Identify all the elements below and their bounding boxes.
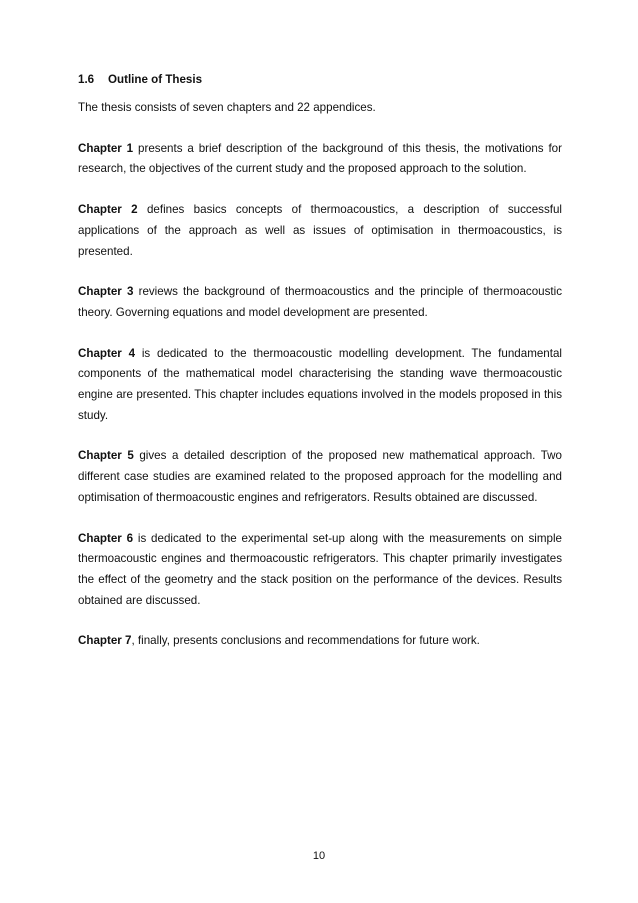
chapter-2-paragraph (78, 200, 562, 262)
chapter-description: presents a brief description of the background of this thesis, the motivations for research, the objectives of the current study and the proposed approach to the solution. (78, 141, 562, 176)
chapter-4-paragraph (78, 344, 562, 427)
chapter-label: Chapter 2 (78, 203, 138, 217)
chapter-label: Chapter 7 (78, 634, 132, 648)
intro-paragraph: The thesis consists of seven chapters and 22 appendices. (78, 101, 376, 114)
chapter-6-paragraph (78, 529, 562, 612)
chapter-description: defines basics concepts of thermoacoustics, a description of successful applications of the approach as well as issues of optimisation in thermoacoustics, is presented. (78, 203, 562, 258)
chapter-label: Chapter 5 (78, 449, 134, 463)
page-number: 10 (312, 850, 326, 862)
chapter-3-paragraph (78, 282, 562, 323)
chapter-description: is dedicated to the thermoacoustic modelling development. The fundamental components of the mathematical model characterising the standing wave thermoacoustic engine are presented. This chapter includes equations involved in the models proposed in this study. (78, 346, 562, 422)
section-heading (78, 73, 202, 86)
chapter-label: Chapter 3 (78, 285, 134, 299)
chapter-label: Chapter 6 (78, 531, 134, 545)
chapter-5-paragraph (78, 446, 562, 508)
chapter-7-paragraph (78, 631, 562, 652)
section-number: 1.6 (78, 73, 95, 86)
chapter-description: gives a detailed description of the proposed new mathematical approach. Two different case studies are examined related to the proposed approach for the modelling and optimisation of thermoacoustic engines and refrigerators. Results obtained are discussed. (78, 449, 562, 504)
chapter-description: is dedicated to the experimental set-up along with the measurements on simple thermoacoustic engines and thermoacoustic refrigerators. This chapter primarily investigates the effect of the geometry and the stack position on the performance of the devices. Results obtained are discussed. (78, 531, 562, 607)
chapter-label: Chapter 4 (78, 346, 136, 360)
section-body (78, 98, 562, 672)
chapter-1-paragraph (78, 139, 562, 180)
chapter-description: , finally, presents conclusions and recommendations for future work. (131, 634, 480, 648)
chapter-label: Chapter 1 (78, 141, 134, 155)
section-title: Outline of Thesis (108, 73, 203, 86)
chapter-description: reviews the background of thermoacoustics and the principle of thermoacoustic theory. Governing equations and model development are presented. (78, 285, 563, 319)
